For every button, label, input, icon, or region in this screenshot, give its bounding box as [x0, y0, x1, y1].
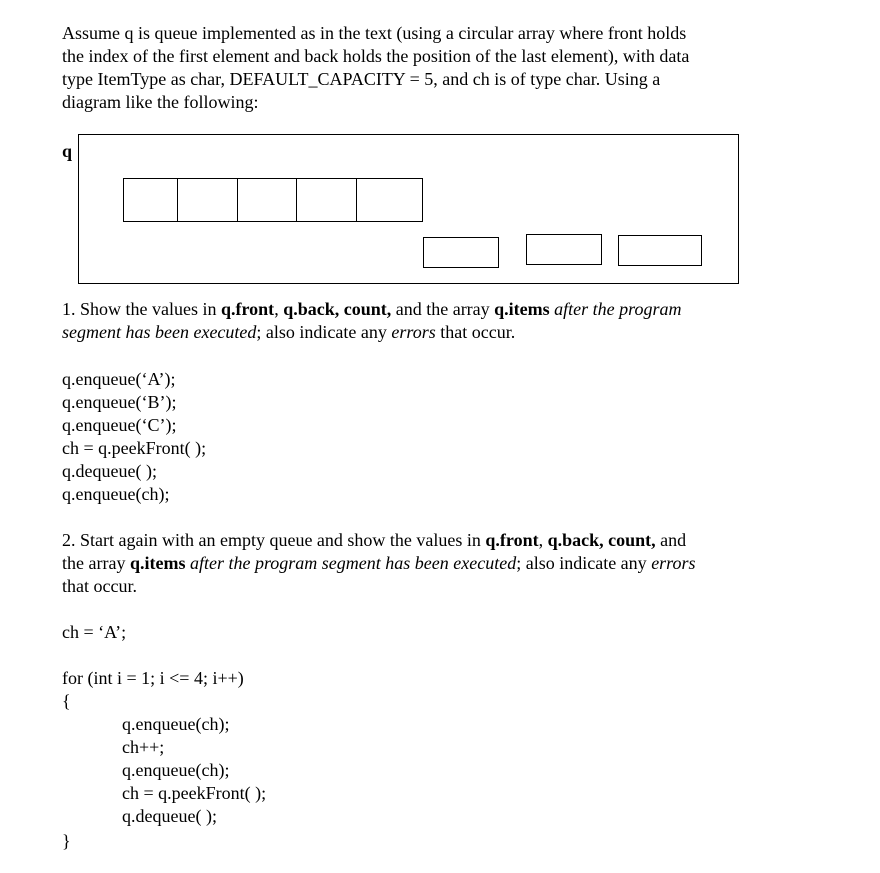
q2-assign-line: ch = ‘A’;	[62, 622, 127, 642]
q1-code-line: q.enqueue(ch);	[62, 484, 170, 504]
q1-errors: errors	[391, 322, 436, 342]
intro-line-2: the index of the first element and back holds the position of the last element), with data	[62, 46, 690, 66]
items-cell-0	[123, 178, 178, 222]
q1-code-line: q.enqueue(‘C’);	[62, 415, 177, 435]
q2-back-count-term: q.back, count,	[547, 530, 656, 550]
q1-indicate: ; also indicate any	[256, 322, 392, 342]
q2-and: and	[655, 530, 687, 550]
intro-line-1: Assume q is queue implemented as in the text (using a circular array where front holds	[62, 23, 687, 43]
items-cell-3	[296, 178, 357, 222]
q2-close-brace: }	[62, 831, 71, 851]
q1-line-1	[62, 298, 682, 321]
items-cell-1	[177, 178, 238, 222]
q1-text-and: and the array	[391, 299, 495, 319]
q2-front-term: q.front	[485, 530, 539, 550]
q1-code-line: ch = q.peekFront( );	[62, 438, 207, 458]
q1-back-count-term: q.back, count,	[283, 299, 392, 319]
q2-comma: ,	[538, 530, 548, 550]
diagram-q-label: q	[62, 141, 73, 161]
q1-items-term: q.items	[494, 299, 550, 319]
q2-line-2	[62, 552, 696, 575]
back-field-box	[526, 234, 602, 265]
intro-line-4: diagram like the following:	[62, 92, 259, 112]
q2-body-line: q.enqueue(ch);	[122, 760, 230, 780]
front-field-box	[423, 237, 499, 268]
q1-code-line: q.dequeue( );	[62, 461, 157, 481]
q2-body-line: q.dequeue( );	[122, 806, 217, 826]
q1-line-2	[62, 321, 515, 344]
q2-open-brace: {	[62, 691, 71, 711]
items-cell-4	[356, 178, 423, 222]
intro-line-3: type ItemType as char, DEFAULT_CAPACITY = 5, and ch is of type char. Using a	[62, 69, 661, 89]
q1-comma: ,	[274, 299, 284, 319]
count-field-box	[618, 235, 702, 266]
q2-indicate: ; also indicate any	[516, 553, 652, 573]
q2-items-term: q.items	[129, 553, 186, 573]
q1-code-line: q.enqueue(‘A’);	[62, 369, 176, 389]
q2-body-line: ch = q.peekFront( );	[122, 783, 267, 803]
q1-that-occur: that occur.	[435, 322, 516, 342]
q2-body-line: ch++;	[122, 737, 165, 757]
q2-after-program: after the program segment has been executed	[189, 553, 517, 573]
q2-for-line: for (int i = 1; i <= 4; i++)	[62, 668, 244, 688]
q2-line-3: that occur.	[62, 576, 137, 596]
items-cell-2	[237, 178, 297, 222]
q2-body-line: q.enqueue(ch);	[122, 714, 230, 734]
q1-after-program: after the program	[554, 299, 682, 319]
q2-the-array: the array	[62, 553, 130, 573]
q2-line-1	[62, 529, 686, 552]
q2-errors: errors	[651, 553, 696, 573]
q1-segment-executed: segment has been executed	[62, 322, 257, 342]
q1-text: 1. Show the values in	[62, 299, 221, 319]
q1-front-term: q.front	[221, 299, 275, 319]
q1-code-line: q.enqueue(‘B’);	[62, 392, 177, 412]
q2-text: 2. Start again with an empty queue and show the values in	[62, 530, 486, 550]
